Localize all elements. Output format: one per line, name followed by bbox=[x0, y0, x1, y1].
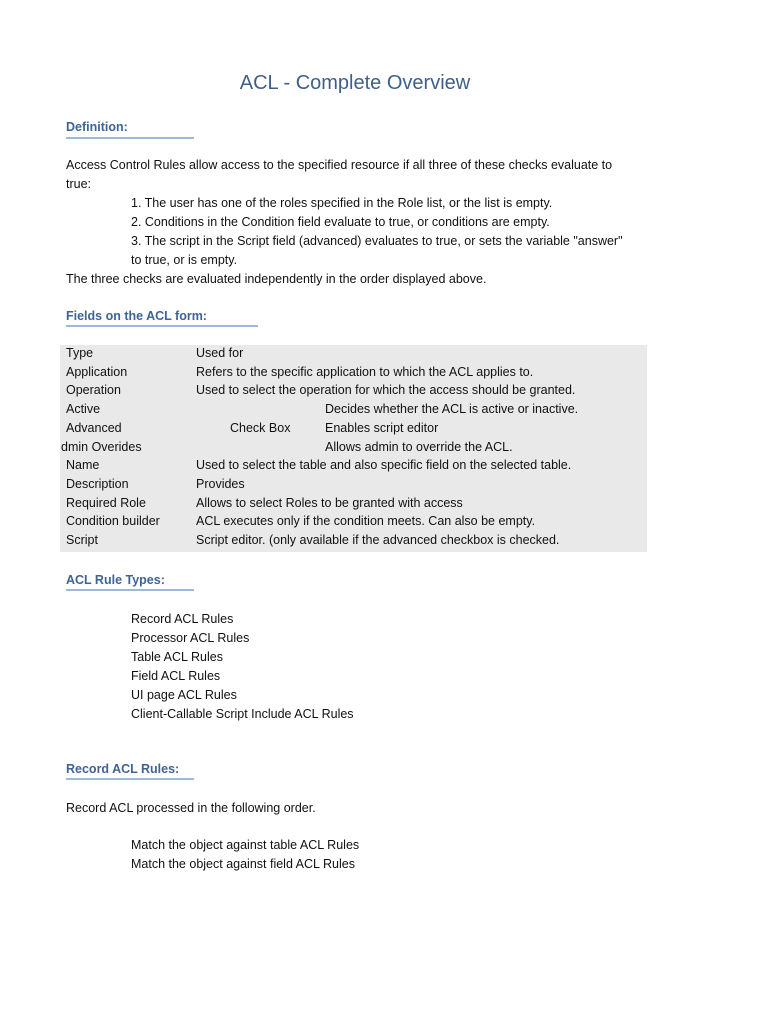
field-row-name: Name bbox=[66, 458, 100, 473]
rule-types-underline bbox=[66, 589, 194, 591]
definition-item-1: 1. The user has one of the roles specified in the Role list, or the list is empty. bbox=[131, 196, 553, 210]
field-row-description: Used to select the operation for which the access should be granted. bbox=[196, 383, 576, 398]
rule-type-item: UI page ACL Rules bbox=[131, 688, 237, 702]
fields-underline bbox=[66, 325, 258, 327]
definition-intro-line1: Access Control Rules allow access to the specified resource if all three of these checks evaluate to bbox=[66, 158, 613, 172]
definition-item-2: 2. Conditions in the Condition field evaluate to true, or conditions are empty. bbox=[131, 215, 550, 229]
record-rule-step: Match the object against field ACL Rules bbox=[131, 857, 355, 871]
field-row-name: Type bbox=[66, 346, 94, 360]
definition-item-3-line2: to true, or is empty. bbox=[131, 253, 238, 267]
definition-closing: The three checks are evaluated independently in the order displayed above. bbox=[66, 272, 487, 286]
field-row-description: Script editor. (only available if the advanced checkbox is checked. bbox=[196, 533, 560, 547]
definition-heading: Definition: bbox=[66, 120, 128, 134]
field-row-description: Enables script editor bbox=[325, 420, 439, 435]
field-row-name: Required Role bbox=[66, 495, 146, 510]
field-row-name: Condition builder bbox=[66, 514, 160, 529]
field-row-description: ACL executes only if the condition meets. Can also be empty. bbox=[196, 514, 536, 529]
field-row-description: Refers to the specific application to which the ACL applies to. bbox=[196, 364, 534, 379]
rule-type-item: Client-Callable Script Include ACL Rules bbox=[131, 707, 354, 721]
field-row-description: Allows admin to override the ACL. bbox=[325, 439, 513, 454]
field-row-name: Description bbox=[66, 476, 129, 491]
field-row-description: Used for bbox=[196, 346, 244, 360]
field-row-name: Operation bbox=[66, 383, 121, 398]
definition-intro-line2: true: bbox=[66, 177, 92, 191]
field-row-name: dmin Overides bbox=[61, 439, 142, 454]
rule-type-item: Record ACL Rules bbox=[131, 612, 234, 626]
definition-underline bbox=[66, 137, 194, 139]
field-row-name: Script bbox=[66, 533, 98, 547]
field-row-description: Decides whether the ACL is active or inactive. bbox=[325, 402, 579, 417]
field-row-description: Used to select the table and also specific field on the selected table. bbox=[196, 458, 572, 473]
fields-heading: Fields on the ACL form: bbox=[66, 309, 207, 323]
record-rules-underline bbox=[66, 778, 194, 780]
rule-type-item: Processor ACL Rules bbox=[131, 631, 250, 645]
record-rules-intro: Record ACL processed in the following order. bbox=[66, 801, 316, 815]
rule-type-item: Field ACL Rules bbox=[131, 669, 221, 683]
field-row-name: Application bbox=[66, 364, 128, 379]
page-title: ACL - Complete Overview bbox=[239, 72, 471, 94]
rule-types-heading: ACL Rule Types: bbox=[66, 573, 165, 587]
record-rules-heading: Record ACL Rules: bbox=[66, 762, 180, 776]
field-row-name: Advanced bbox=[66, 420, 122, 435]
field-row-description: Allows to select Roles to be granted with access bbox=[196, 495, 463, 510]
field-row-type-label: Check Box bbox=[230, 420, 291, 435]
field-row-name: Active bbox=[66, 402, 101, 417]
record-rule-step: Match the object against table ACL Rules bbox=[131, 838, 360, 852]
field-row-description: Provides bbox=[196, 476, 245, 491]
rule-type-item: Table ACL Rules bbox=[131, 650, 223, 664]
definition-item-3-line1: 3. The script in the Script field (advanced) evaluates to true, or sets the variable "answer" bbox=[131, 234, 623, 248]
